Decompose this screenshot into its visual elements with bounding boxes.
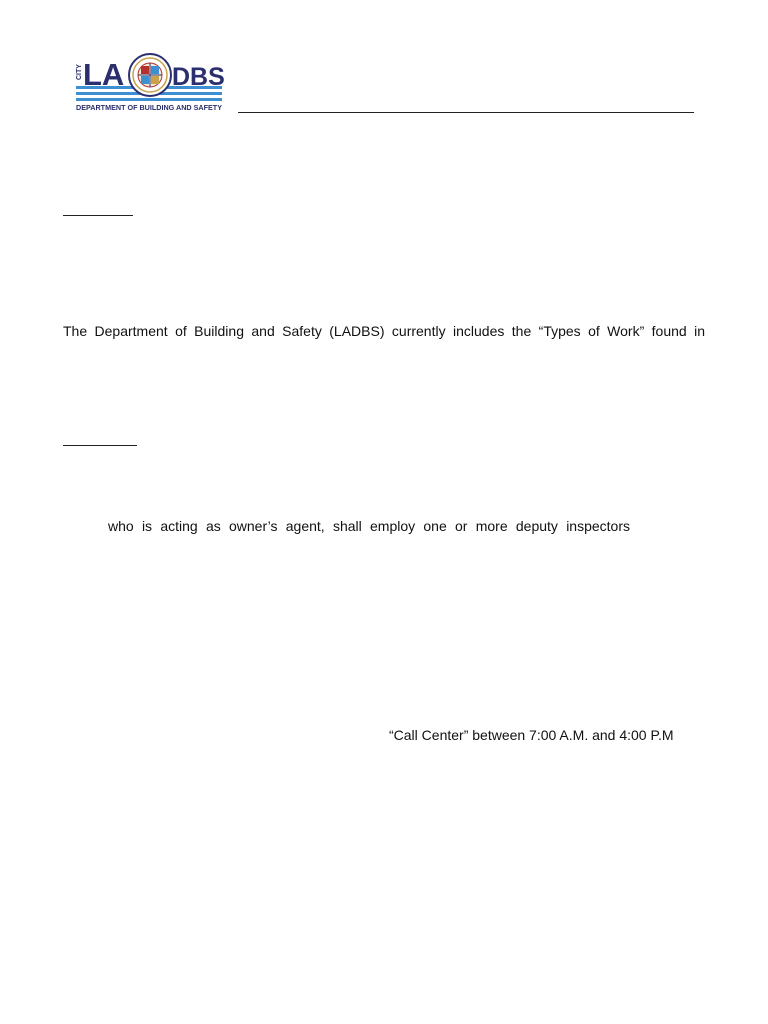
- ladbs-logo: [74, 52, 226, 116]
- logo-la-text: LA: [83, 57, 125, 92]
- city-seal-icon: [129, 54, 171, 96]
- logo-city-text: CITY: [76, 64, 83, 80]
- logo-dbs-text: DBS: [172, 63, 225, 91]
- ladbs-logo-graphic: [74, 52, 226, 116]
- body-text-line: “Call Center” between 7:00 A.M. and 4:00 P.M: [389, 727, 674, 743]
- logo-department-text: DEPARTMENT OF BUILDING AND SAFETY: [76, 103, 222, 112]
- body-text-line: who is acting as owner’s agent, shall employ one or more deputy inspectors: [108, 518, 630, 534]
- section-underline: [63, 215, 133, 216]
- header-rule: [238, 112, 694, 113]
- section-underline: [63, 445, 137, 446]
- body-text-line: The Department of Building and Safety (LADBS) currently includes the “Types of Work” found in: [63, 323, 705, 339]
